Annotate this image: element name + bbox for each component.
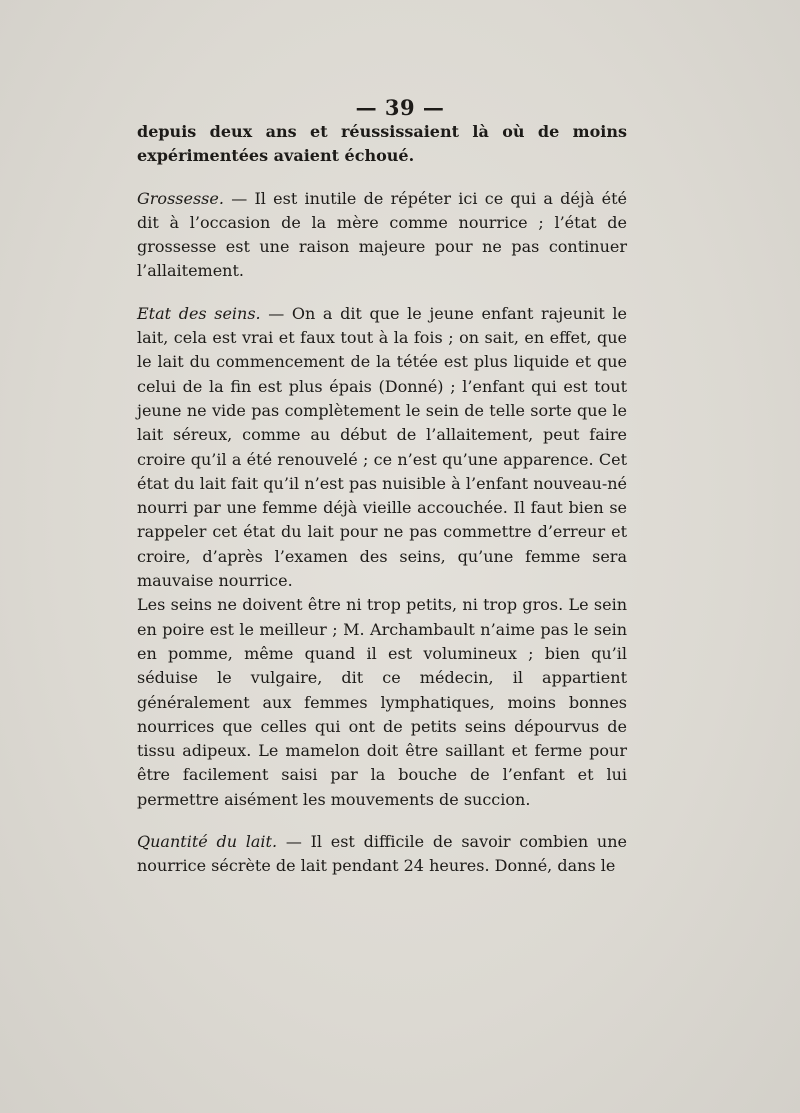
section-heading-grossesse: Grossesse. bbox=[137, 188, 224, 208]
paragraph-grossesse-text: — Il est inutile de répéter ici ce qui a déjà été dit à l’occasion de la mère comme nourrice ; l’état de grossesse est une raison majeure pour ne pas continuer l’allaitement. bbox=[137, 188, 627, 281]
page-number: — 39 — bbox=[355, 95, 445, 120]
section-heading-quantite-du-lait: Quantité du lait. bbox=[137, 832, 278, 852]
page-body bbox=[137, 120, 627, 879]
continued-paragraph: depuis deux ans et réussissaient là où de moins expérimentées avaient échoué. bbox=[137, 122, 627, 166]
paragraph-grossesse bbox=[137, 187, 627, 284]
paragraph-etat-des-seins-text: — On a dit que le jeune enfant rajeunit le lait, cela est vrai et faux tout à la fois ; on sait, en effet, que le lait du commencement de la tétée est plus liquide et que celui de la fin est plus épais (Donné) ; l’enfant qui est tout jeune ne vide pas complètement le sein de telle sorte que le lait séreux, comme au début de l’allaitement, peut faire croire qu’il a été renouvelé ; ce n’est qu’une apparence. Cet état du lait fait qu’il n’est pas nuisible à l’enfant nouveau-né nourri par une femme déjà vieille accouchée. Il faut bien se rappeler cet état du lait pour ne pas commettre d’erreur et croire, d’après l’examen des seins, qu’une femme sera mauvaise nourrice. bbox=[137, 303, 627, 591]
paragraph-etat-des-seins bbox=[137, 302, 627, 594]
paragraph-seins-forme: Les seins ne doivent être ni trop petits, ni trop gros. Le sein en poire est le meilleur ; M. Archambault n’aime pas le sein en pomme, même quand il est volumineux ; bien qu’il séduise le vulgaire, dit ce médecin, il appartient généralement aux femmes lymphatiques, moins bonnes nourrices que celles qui ont de petits seins dépourvus de tissu adipeux. Le mamelon doit être saillant et ferme pour être facilement saisi par la bouche de l’enfant et lui permettre aisément les mouvements de succion. bbox=[137, 595, 627, 809]
paragraph-quantite-du-lait bbox=[137, 830, 627, 879]
paragraph-quantite-du-lait-text: — Il est difficile de savoir combien une nourrice sécrète de lait pendant 24 heures. Donné, dans le bbox=[137, 832, 628, 876]
section-heading-etat-des-seins: Etat des seins. bbox=[137, 303, 261, 323]
